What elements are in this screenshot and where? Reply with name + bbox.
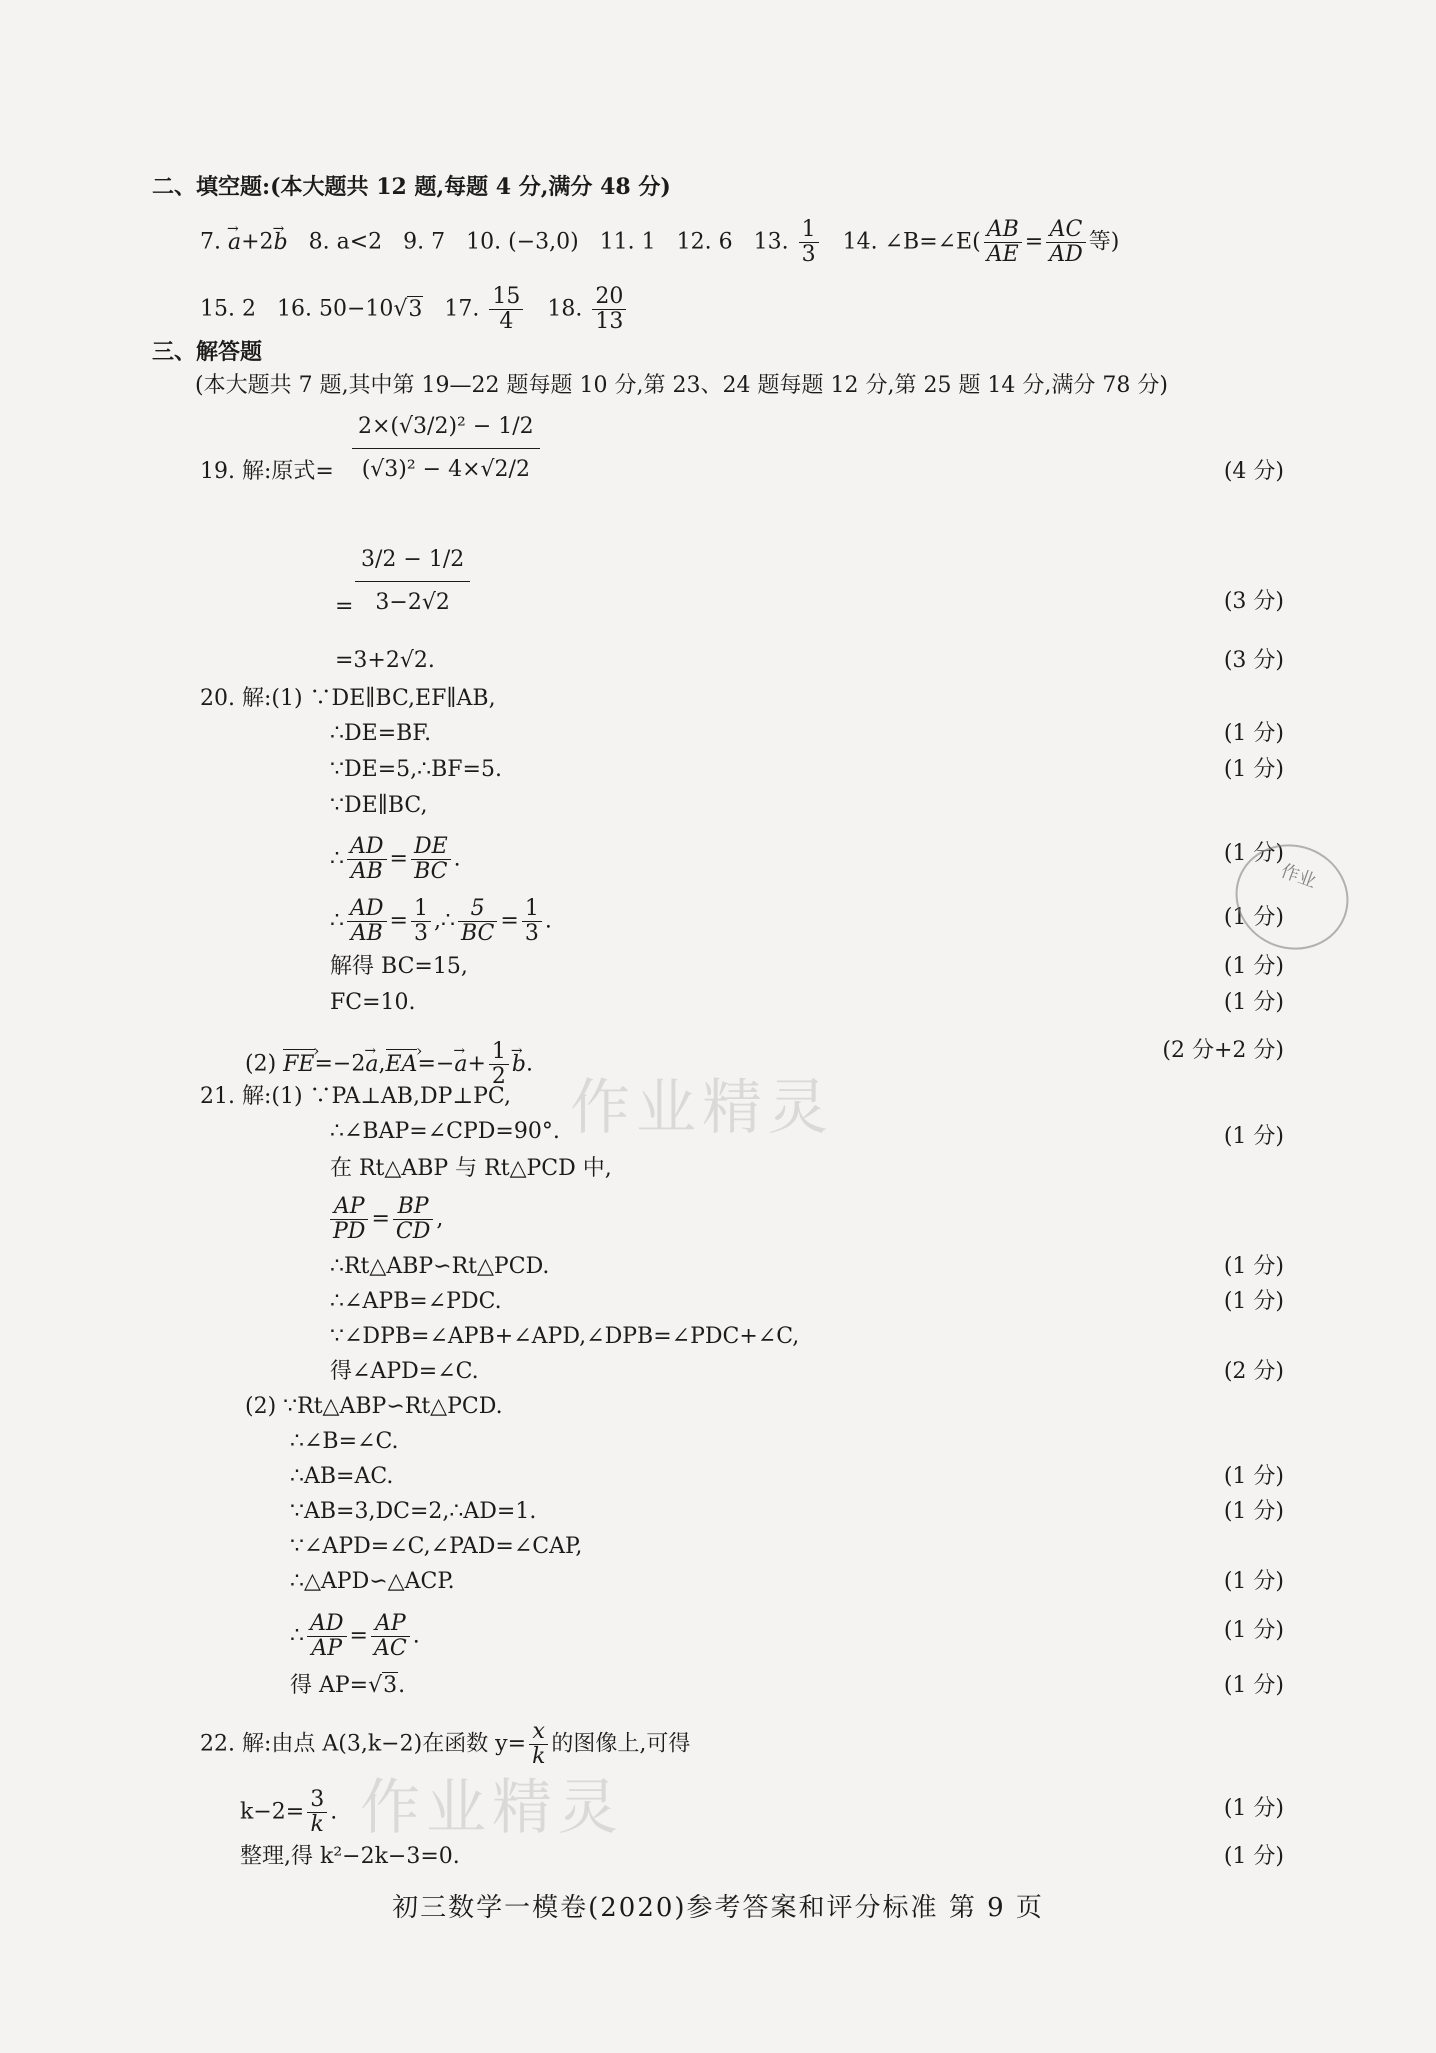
fill-answers-line-2: 15. 2 16. 50−10√3 17. $\frac{15}{4}$ 18. $\frac{20}{13}$: [200, 285, 629, 334]
section2-heading: 二、填空题:(本大题共 12 题,每题 4 分,满分 48 分): [152, 174, 671, 200]
q21-line-7: ∵∠DPB=∠APB+∠APD,∠DPB=∠PDC+∠C,: [330, 1324, 800, 1349]
q20-line-2: ∴DE=BF.: [330, 721, 432, 746]
q20-line-7: 解得 BC=15,: [330, 954, 468, 979]
fraction: $\frac{3}{k}$: [307, 1788, 327, 1837]
q21-line-8: 得∠APD=∠C.: [330, 1359, 479, 1384]
fraction: $\frac{AP}{PD}$: [330, 1195, 368, 1244]
q20-line-6: ∴ $\frac{AD}{AB}$ = $\frac{1}{3}$ ,∴ $\frac{5}{BC}$ = $\frac{1}{3}$ .: [330, 896, 552, 946]
q21-line-13: ∵∠APD=∠C,∠PAD=∠CAP,: [290, 1534, 583, 1559]
fraction: $\frac{AD}{AB}$: [347, 835, 387, 884]
q21-score: (1 分): [1223, 1464, 1284, 1489]
fraction: $\frac{AD}{AP}$: [307, 1612, 347, 1661]
q19-fraction-1: $\frac{\text{2×(√3/2)² − 1/2}}{\text{(√3)² − 4×√2/2}}$: [352, 412, 540, 485]
fraction: $\frac{DE}{BC}$: [411, 835, 451, 884]
fraction: $\frac{x}{k}$: [529, 1720, 548, 1769]
q20-score: (1 分): [1223, 757, 1284, 782]
fraction: $\frac{20}{13}$: [592, 285, 626, 334]
q19-result: =3+2√2.: [335, 648, 435, 673]
fraction: $\frac{1}{3}$: [522, 897, 542, 946]
q21-line-12: ∵AB=3,DC=2,∴AD=1.: [290, 1499, 537, 1524]
q21-score: (1 分): [1223, 1124, 1284, 1149]
q20-line-1: 20. 解:(1) ∵DE∥BC,EF∥AB,: [200, 686, 496, 711]
q20-line-5: ∴ $\frac{AD}{AB}$ = $\frac{DE}{BC}$ .: [330, 834, 461, 884]
q21-score: (1 分): [1223, 1289, 1284, 1314]
q22-score: (1 分): [1223, 1796, 1284, 1821]
q20-score: (1 分): [1223, 990, 1284, 1015]
section3-heading: 三、解答题: [152, 339, 263, 365]
fraction: $\frac{15}{4}$: [489, 285, 523, 334]
q21-score: (1 分): [1223, 1673, 1284, 1698]
q20-score: (2 分+2 分): [1162, 1038, 1284, 1063]
q21-line-5: ∴Rt△ABP∽Rt△PCD.: [330, 1254, 550, 1279]
page-footer: 初三数学一模卷(2020)参考答案和评分标准 第 9 页: [392, 1893, 1044, 1923]
q20-line-3: ∵DE=5,∴BF=5.: [330, 757, 502, 782]
fill-answers-line-1: 7. → a+2→ b 8. a<2 9. 7 10. (−3,0) 11. 1 12. 6 13. $\frac{1}{3}$ 14. ∠B=∠E( $\frac{AB}{AE}$ = $\frac{AC}{AD}$ 等): [200, 218, 1119, 267]
q19-score-3: (3 分): [1223, 648, 1284, 673]
fraction: $\frac{1}{3}$: [411, 897, 431, 946]
stamp-seal: 作业: [1221, 829, 1364, 966]
q22-score: (1 分): [1223, 1844, 1284, 1869]
q21-line-14: ∴△APD∽△ACP.: [290, 1569, 455, 1594]
q19-label: 19. 解:原式=: [200, 459, 334, 484]
watermark: 作业精灵: [360, 1773, 624, 1843]
q21-line-9: (2) ∵Rt△ABP∽Rt△PCD.: [245, 1394, 503, 1419]
fraction: $\frac{1}{3}$: [799, 218, 819, 267]
q21-line-6: ∴∠APB=∠PDC.: [330, 1289, 502, 1314]
q21-score: (1 分): [1223, 1569, 1284, 1594]
q22-line-1: 22. 解:由点 A(3,k−2)在函数 y= $\frac{x}{k}$ 的图像上,可得: [200, 1719, 691, 1769]
q21-line-2: ∴∠BAP=∠CPD=90°.: [330, 1119, 560, 1144]
fraction: $\frac{5}{BC}$: [458, 897, 497, 946]
q21-line-16: 得 AP=√3.: [290, 1673, 406, 1698]
fraction: $\frac{AP}{AC}$: [371, 1612, 410, 1661]
q21-score: (1 分): [1223, 1254, 1284, 1279]
q22-line-3: 整理,得 k²−2k−3=0.: [240, 1844, 460, 1869]
q21-line-11: ∴AB=AC.: [290, 1464, 394, 1489]
q19-fraction-2: $\frac{3/2 - 1/2}{3-2√2}$: [355, 545, 470, 618]
q22-line-2: k−2= $\frac{3}{k}$ .: [240, 1787, 338, 1837]
q19-score-2: (3 分): [1223, 589, 1284, 614]
q20-score: (1 分): [1223, 905, 1284, 930]
q21-score: (1 分): [1223, 1618, 1284, 1643]
q20-line-4: ∵DE∥BC,: [330, 793, 428, 818]
q21-score: (1 分): [1223, 1499, 1284, 1524]
q20-score: (1 分): [1223, 841, 1284, 866]
q20-score: (1 分): [1223, 954, 1284, 979]
fraction: $\frac{1}{2}$: [489, 1040, 509, 1089]
q21-line-3: 在 Rt△ABP 与 Rt△PCD 中,: [330, 1156, 612, 1181]
q20-line-9: (2) FE ›=−2→ a,EA ›=−→ a+ $\frac{1}{2}$ → b.: [245, 1040, 533, 1089]
q20-line-8: FC=10.: [330, 990, 416, 1015]
fraction: $\frac{AB}{AE}$: [984, 218, 1022, 267]
q19-score-1: (4 分): [1223, 459, 1284, 484]
q21-line-1: 21. 解:(1) ∵PA⊥AB,DP⊥PC,: [200, 1084, 511, 1109]
q20-score: (1 分): [1223, 721, 1284, 746]
q21-line-4: $\frac{AP}{PD}$ = $\frac{BP}{CD}$ ,: [327, 1195, 443, 1244]
q21-score: (2 分): [1223, 1359, 1284, 1384]
section3-subheading: (本大题共 7 题,其中第 19—22 题每题 10 分,第 23、24 题每题 12 分,第 25 题 14 分,满分 78 分): [195, 373, 1168, 398]
fraction: $\frac{BP}{CD}$: [393, 1195, 433, 1244]
fraction: $\frac{AC}{AD}$: [1046, 218, 1086, 267]
q21-line-10: ∴∠B=∠C.: [290, 1429, 399, 1454]
watermark: 作业精灵: [570, 1073, 834, 1143]
fraction: $\frac{AD}{AB}$: [347, 897, 387, 946]
q21-line-15: ∴ $\frac{AD}{AP}$ = $\frac{AP}{AC}$ .: [290, 1611, 420, 1661]
answer-page: 二、填空题:(本大题共 12 题,每题 4 分,满分 48 分) 7. → a+2→ b 8. a<2 9. 7 10. (−3,0) 11. 1 12. 6 13. $\frac{1}{3}$ 14. ∠B=∠E( $\frac{AB}{AE}$ = $\frac{AC}{AD}$ 等) 15. 2 16. 50−10√3 17. $\frac{15}{4}$ 18. $\frac{20}{13}$ 三、解答题 (本大题共 7 题,其中第 19—22 题每题 10 分,第 23、24 题每题 12 分,第 25 题 14 分,满分 78 分) 19. 解:原式= $\frac{\text{2×(√3/2)² − 1/2}}{\text{(√3)² − 4×√2/2}}$ (4 分) = $\frac{3/2 - 1/2}{3-2√2}$ (3 分) =3+2√2. (3 分) 20. 解:(1) ∵DE∥BC,EF∥AB, ∴DE=BF. (1 分) ∵DE=5,∴BF=5. (1 分) ∵DE∥BC, ∴ $\frac{AD}{AB}$ = $\frac{DE}{BC}$ . (1 分) ∴ $\frac{AD}{AB}$ = $\frac{1}{3}$ ,∴ $\frac{5}{BC}$ = $\frac{1}{3}$ . (1 分) 解得 BC=15, (1 分) FC=10. (1 分) (2) FE ›=−2→ a,EA ›=−→ a+ $\frac{1}{2}$ → b. (2 分+2 分) 21. 解:(1) ∵PA⊥AB,DP⊥PC, ∴∠BAP=∠CPD=90°. (1 分) 在 Rt△ABP 与 Rt△PCD 中, $\frac{AP}{PD}$ = $\frac{BP}{CD}$ , ∴Rt△ABP∽Rt△PCD. (1 分) ∴∠APB=∠PDC. (1 分) ∵∠DPB=∠APB+∠APD,∠DPB=∠PDC+∠C, 得∠APD=∠C. (2 分) (2) ∵Rt△ABP∽Rt△PCD. ∴∠B=∠C. ∴AB=AC. (1 分) ∵AB=3,DC=2,∴AD=1. (1 分) ∵∠APD=∠C,∠PAD=∠CAP, ∴△APD∽△ACP. (1 分) ∴ $\frac{AD}{AP}$ = $\frac{AP}{AC}$ . (1 分) 得 AP=√3. (1 分) 22. 解:由点 A(3,k−2)在函数 y= $\frac{x}{k}$ 的图像上,可得 k−2= $\frac{3}{k}$ . (1 分) 整理,得 k²−2k−3=0. (1 分) 作业 作业精灵 作业精灵 初三数学一模卷(2020)参考答案和评分标准 第 9 页: [0, 0, 1436, 2053]
